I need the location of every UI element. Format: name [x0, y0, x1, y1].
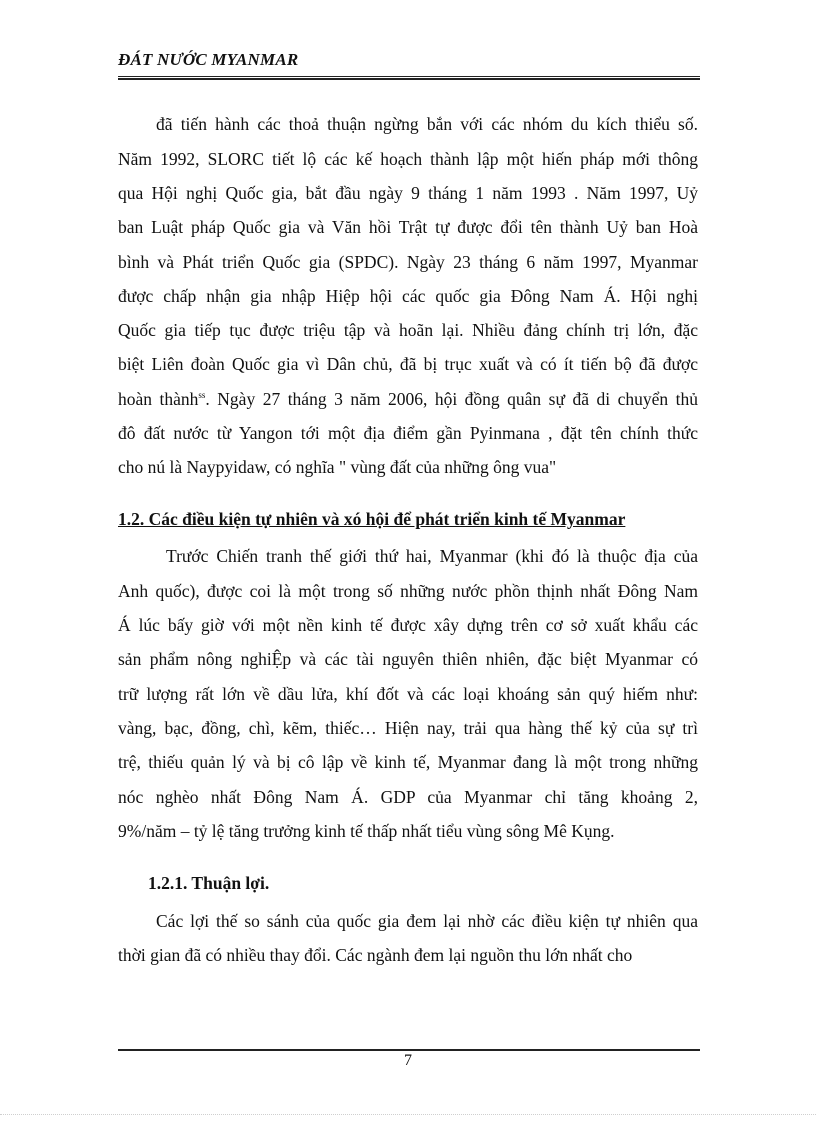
- page-number: 7: [404, 1052, 412, 1069]
- subsection-heading: 1.2.1. Thuận lợi.: [148, 873, 270, 893]
- paragraph-line: Năm 1992, SLORC tiết lộ các kế hoạch thành lập một hiến pháp mới thông: [118, 149, 698, 169]
- paragraph-line: sản phẩm nông nghiỆp và các tài nguyên thiên nhiên, đặc biệt Myanmar có: [118, 649, 698, 669]
- paragraph-line: đã tiến hành các thoả thuận ngừng bắn với các nhóm du kích thiểu số.: [156, 114, 698, 134]
- paragraph-line: biệt Liên đoàn Quốc gia vì Dân chủ, đã bị trục xuất và có ít tiến bộ đã được: [118, 354, 698, 374]
- paragraph-line: qua Hội nghị Quốc gia, bắt đầu ngày 9 tháng 1 năm 1993 . Năm 1997, Uỷ: [118, 183, 698, 203]
- page-bottom-edge: [0, 1114, 816, 1115]
- paragraph-line: cho nú là Naypyidaw, có nghĩa " vùng đất của những ông vua": [118, 457, 557, 477]
- footnote-reference: ss: [198, 390, 206, 401]
- paragraph-line: đô đất nước từ Yangon tới một địa điểm gần Pyinmana , đặt tên chính thức: [118, 423, 698, 443]
- paragraph-line: bình và Phát triển Quốc gia (SPDC). Ngày 23 tháng 6 năm 1997, Myanmar: [118, 252, 698, 272]
- section-heading: 1.2. Các điều kiện tự nhiên và xó hội để phát triển kinh tế Myanmar: [118, 509, 626, 529]
- header-divider: [118, 76, 700, 80]
- paragraph-line: trữ lượng rất lớn về dầu lửa, khí đốt và các loại khoáng sản quý hiếm như:: [118, 684, 698, 704]
- paragraph-line: [118, 388, 698, 410]
- paragraph-line: thời gian đã có nhiều thay đổi. Các ngành đem lại nguồn thu lớn nhất cho: [118, 945, 633, 965]
- paragraph-line: ban Luật pháp Quốc gia và Văn hồi Trật tự được đổi tên thành Uỷ ban Hoà: [118, 217, 698, 237]
- page-header-title: ĐÁT NƯỚC MYANMAR: [118, 50, 299, 69]
- paragraph-line: Các lợi thế so sánh của quốc gia đem lại nhờ các điều kiện tự nhiên qua: [156, 911, 698, 931]
- line-text: . Ngày 27 tháng 3 năm 2006, hội đồng quân sự đã di chuyển thủ: [205, 389, 698, 409]
- paragraph-line: nóc nghèo nhất Đông Nam Á. GDP của Myanmar chỉ tăng khoảng 2,: [118, 787, 698, 807]
- paragraph-line: Á lúc bấy giờ với một nền kinh tế được xây dựng trên cơ sở xuất khẩu các: [118, 615, 698, 635]
- footer-divider: [118, 1049, 700, 1051]
- paragraph-line: Trước Chiến tranh thế giới thứ hai, Myanmar (khi đó là thuộc địa của: [166, 546, 698, 566]
- paragraph-line: vàng, bạc, đồng, chì, kẽm, thiếc… Hiện nay, trải qua hàng thế kỷ của sự trì: [118, 718, 698, 738]
- paragraph-line: Anh quốc), được coi là một trong số những nước phồn thịnh nhất Đông Nam: [118, 581, 698, 601]
- line-text: hoàn thành: [118, 389, 199, 409]
- paragraph-line: 9%/năm – tỷ lệ tăng trưởng kinh tế thấp nhất tiểu vùng sông Mê Kụng.: [118, 821, 615, 841]
- paragraph-line: được chấp nhận gia nhập Hiệp hội các quốc gia Đông Nam Á. Hội nghị: [118, 286, 698, 306]
- paragraph-line: trệ, thiếu quản lý và bị cô lập về kinh tế, Myanmar đang là một trong những: [118, 752, 698, 772]
- paragraph-line: Quốc gia tiếp tục được triệu tập và hoãn lại. Nhiều đảng chính trị lớn, đặc: [118, 320, 698, 340]
